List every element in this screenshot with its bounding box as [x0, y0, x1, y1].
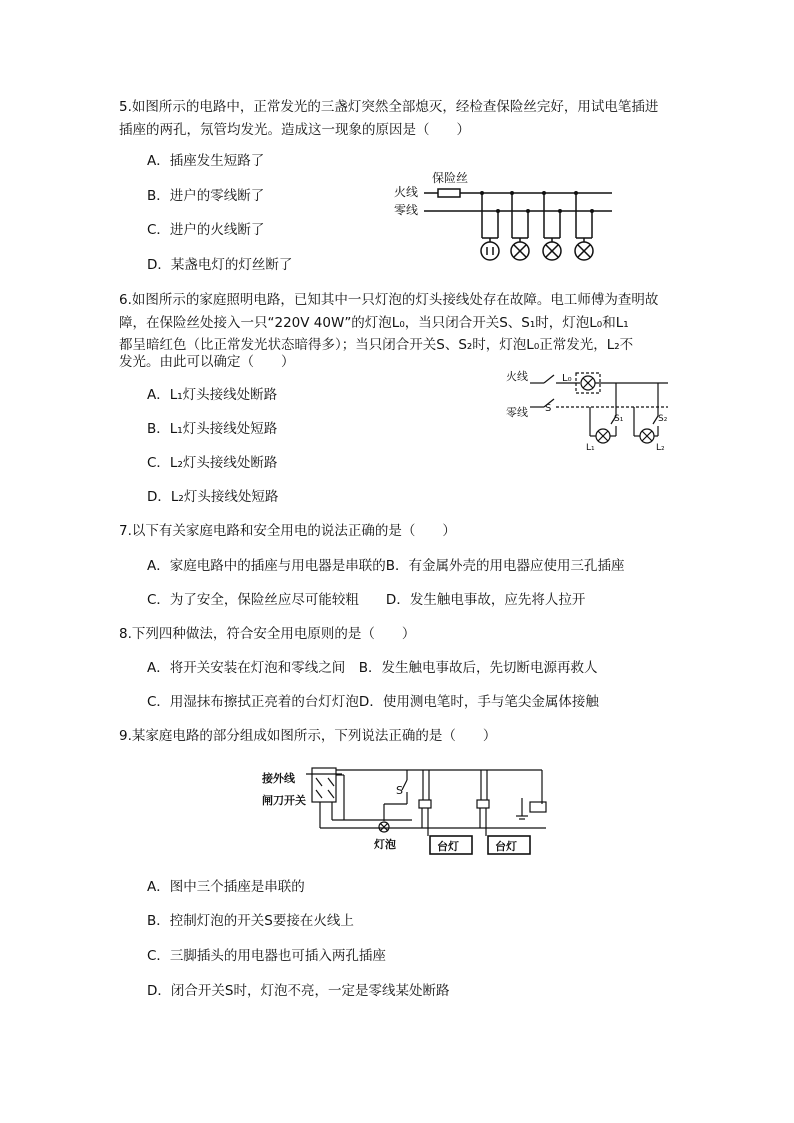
q5-fuse-label: 保险丝 [432, 171, 469, 185]
q6-live-label: 火线 [506, 370, 528, 383]
q7-stem: 7.以下有关家庭电路和安全用电的说法正确的是（ ） [119, 523, 456, 539]
q5-option-c: C．进户的火线断了 [147, 222, 265, 238]
q6-option-b: B．L₁灯头接线处短路 [147, 421, 278, 437]
q9-circuit-figure [262, 758, 552, 858]
q6-stem-line-4: 发光。由此可以确定（ ） [119, 354, 295, 370]
q8-option-row-1: A．将开关安装在灯泡和零线之间 B．发生触电事故后，先切断电源再救人 [147, 660, 598, 676]
q6-l2-label: L₂ [656, 443, 665, 453]
q9-socket-2 [477, 800, 489, 808]
q5-option-b: B．进户的零线断了 [147, 188, 265, 204]
q6-circuit-figure [500, 366, 672, 456]
q9-outer-line-label: 接外线 [262, 772, 295, 785]
q9-socket-1 [419, 800, 431, 808]
q9-desk-lamp-1-label: 台灯 [437, 840, 459, 853]
q6-option-c: C．L₂灯头接线处断路 [147, 455, 278, 471]
q5-socket [481, 242, 499, 260]
q6-option-d: D．L₂灯头接线处短路 [147, 489, 279, 505]
q5-live-label: 火线 [394, 185, 419, 199]
q6-l0-label: L₀ [562, 373, 572, 384]
q8-stem: 8.下列四种做法，符合安全用电原则的是（ ） [119, 626, 416, 642]
q7-option-row-1: A．家庭电路中的插座与用电器是串联的B．有金属外壳的用电器应使用三孔插座 [147, 558, 625, 574]
q9-bulb-label: 灯泡 [374, 838, 396, 851]
q9-switch-label: S [396, 784, 403, 797]
q5-option-d: D．某盏电灯的灯丝断了 [147, 257, 293, 273]
q9-knife-switch [312, 768, 336, 802]
q5-fuse [438, 189, 460, 197]
q6-main-switch-label: S [545, 403, 552, 414]
q9-three-hole-socket [530, 802, 546, 812]
q5-neutral-label: 零线 [394, 203, 419, 217]
q5-circuit-figure [390, 168, 620, 268]
q6-s2-label: S₂ [658, 414, 668, 424]
q6-option-a: A．L₁灯头接线处断路 [147, 387, 278, 403]
q9-desk-lamp-2-label: 台灯 [495, 840, 517, 853]
q5-stem-line-1: 5.如图所示的电路中，正常发光的三盏灯突然全部熄灭，经检查保险丝完好，用试电笔插进 [119, 99, 659, 115]
q5-stem-line-2: 插座的两孔，氖管均发光。造成这一现象的原因是（ ） [119, 122, 470, 138]
q8-option-row-2: C．用湿抹布擦拭正亮着的台灯灯泡D．使用测电笔时，手与笔尖金属体接触 [147, 694, 599, 710]
q6-stem-line-2: 障，在保险丝处接入一只“220V 40W”的灯泡L₀，当只闭合开关S、S₁时，灯泡L₀和L₁ [119, 315, 629, 331]
q6-stem-line-3: 都呈暗红色（比正常发光状态暗得多）；当只闭合开关S、S₂时，灯泡L₀正常发光，L₂不 [119, 337, 634, 353]
q6-s1-label: S₁ [614, 414, 624, 424]
q9-option-c: C．三脚插头的用电器也可插入两孔插座 [147, 948, 386, 964]
q9-stem: 9.某家庭电路的部分组成如图所示，下列说法正确的是（ ） [119, 728, 497, 744]
q6-stem-line-1: 6.如图所示的家庭照明电路，已知其中一只灯泡的灯头接线处存在故障。电工师傅为查明故 [119, 292, 659, 308]
q9-option-a: A．图中三个插座是串联的 [147, 879, 305, 895]
q9-option-d: D．闭合开关S时，灯泡不亮，一定是零线某处断路 [147, 983, 450, 999]
q9-knife-switch-label: 闸刀开关 [262, 794, 306, 807]
q7-option-row-2: C．为了安全，保险丝应尽可能较粗 D．发生触电事故，应先将人拉开 [147, 592, 586, 608]
q6-neutral-label: 零线 [506, 406, 528, 419]
q5-option-a: A．插座发生短路了 [147, 153, 265, 169]
q6-main-switch-blade-1 [544, 375, 554, 383]
q6-l1-label: L₁ [586, 443, 595, 453]
q9-option-b: B．控制灯泡的开关S要接在火线上 [147, 913, 354, 929]
